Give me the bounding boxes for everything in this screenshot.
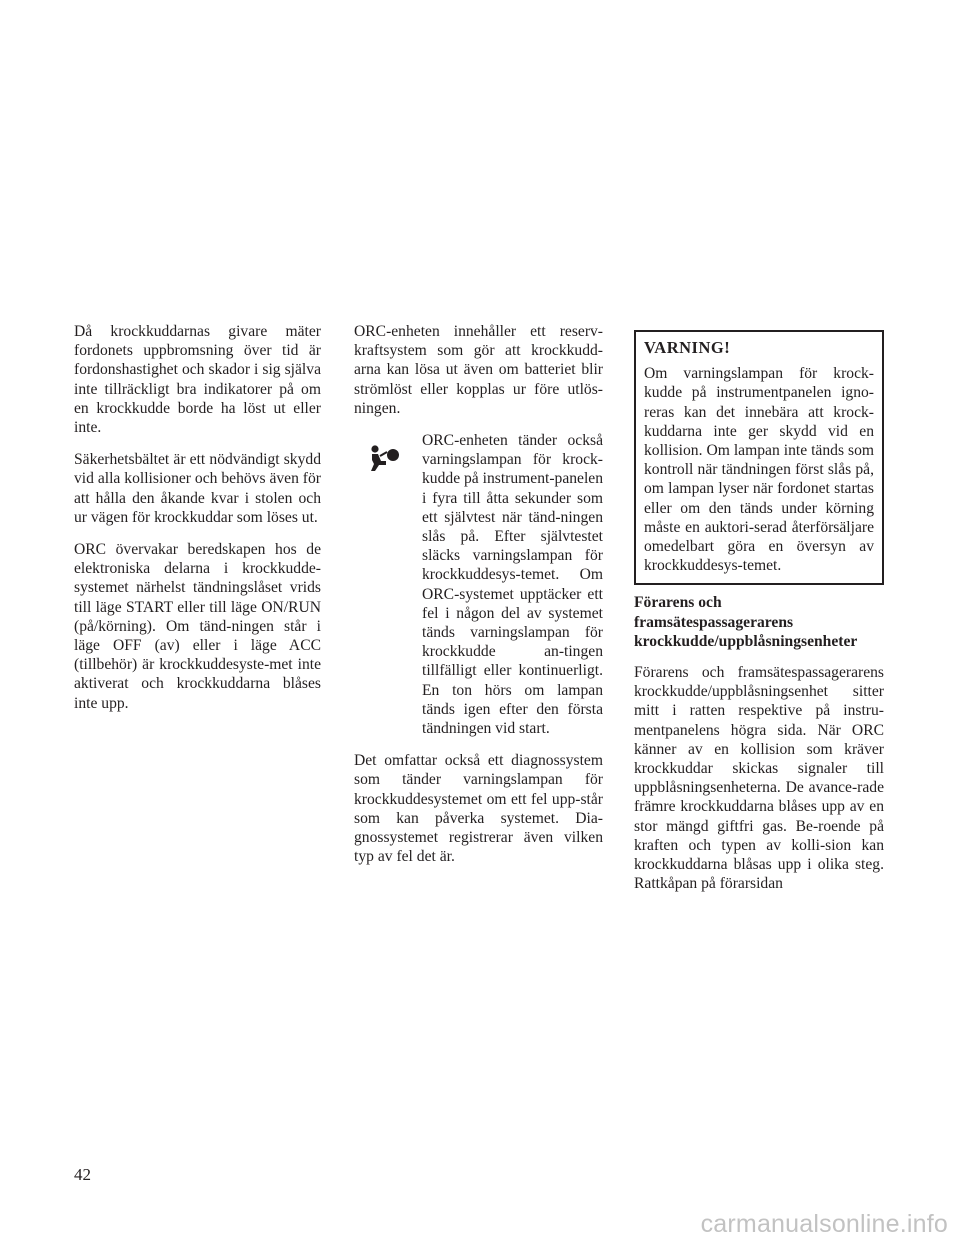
warning-title: VARNING!: [644, 338, 731, 357]
section-heading: Förarens och framsätespassagerarens krockkudde/uppblåsningsenheter: [634, 594, 858, 650]
paragraph-airbag-units: Förarens och framsätespassagerarens krockkudde/uppblåsningsenhet sitter mitt i ratten respektive på instru-mentpanelens högra sida. När ORC känner av en kollision som kräver krockkuddar skickas signaler till uppblåsningsenheterna. De avance-rade främre krockkuddarna blåses upp av en stor mängd giftfri gas. Be-roende på kraften och typen av kolli-sion kan krockkuddarna blåsas upp i olika steg. Rattkåpan på förarsidan: [634, 664, 884, 893]
icon-paragraph-block: [354, 431, 603, 738]
warning-text: Om varningslampan för krock-kudde på instrumentpanelen igno-reras kan det innebära att krock-kuddarna inte ger skydd vid en kollision. Om lampan inte tänds som kontroll när tändningen först slås på, om lampan lyser när fordonet startas eller om den tänds under körning måste en auktori-serad återförsäljare omedelbart göra en översyn av krockkuddesys-temet.: [644, 365, 874, 575]
page-number: 42: [74, 1165, 91, 1184]
paragraph-self-test: ORC-enheten tänder också varningslampan för krock-kudde på instrument-panelen i fyra till åtta sekunder som ett självtest när tänd-ningen slås på. Efter självtestet släcks varningslampan för krockkuddesys-temet. Om ORC-systemet upptäcker ett fel i någon del av systemet tänds varningslampan för krockkudde an-tingen tillfälligt eller kontinuerligt. En ton hörs om lampan tänds igen efter den första tändningen vid start.: [422, 432, 604, 738]
watermark: carmanualsonline.info: [700, 1210, 948, 1238]
warning-box: [634, 330, 884, 585]
column-left: [74, 322, 321, 726]
paragraph-sensors: Då krockkuddarnas givare mäter fordonets uppbromsning över tid är fordonshastighet och skador i sig själva inte tillräckligt bra indikatorer på om en krockkudde borde ha löst ut eller inte.: [74, 323, 321, 437]
airbag-warning-icon: [354, 431, 412, 738]
paragraph-reserve-power: ORC-enheten innehåller ett reserv-kraftsystem som gör att krockkudd-arna kan lösa ut även om batteriet blir strömlöst eller kopplas ur före utlös-ningen.: [354, 323, 603, 417]
paragraph-orc-monitor: ORC övervakar beredskapen hos de elektroniska delarna i krockkudde-systemet närhelst tändningslåset vrids till läge START eller till läge ON/RUN (på/körning). Om tänd-ningen står i läge OFF (av) eller i läge ACC (tillbehör) är krockkuddesyste-met inte aktiverat och krockkuddarna blåses inte upp.: [74, 541, 321, 712]
paragraph-diagnostics: Det omfattar också ett diagnossystem som tänder varningslampan för krockkuddesystemet om ett fel upp-står som kan påverka systemet. Dia-gnossystemet registrerar även vilken typ av fel det är.: [354, 752, 603, 866]
column-right: [634, 330, 884, 906]
column-middle: [354, 322, 603, 879]
paragraph-seatbelt: Säkerhetsbältet är ett nödvändigt skydd vid alla kollisioner och behövs även för att hålla den åkande kvar i stolen och ur vägen för krockkuddar som löses ut.: [74, 451, 321, 526]
